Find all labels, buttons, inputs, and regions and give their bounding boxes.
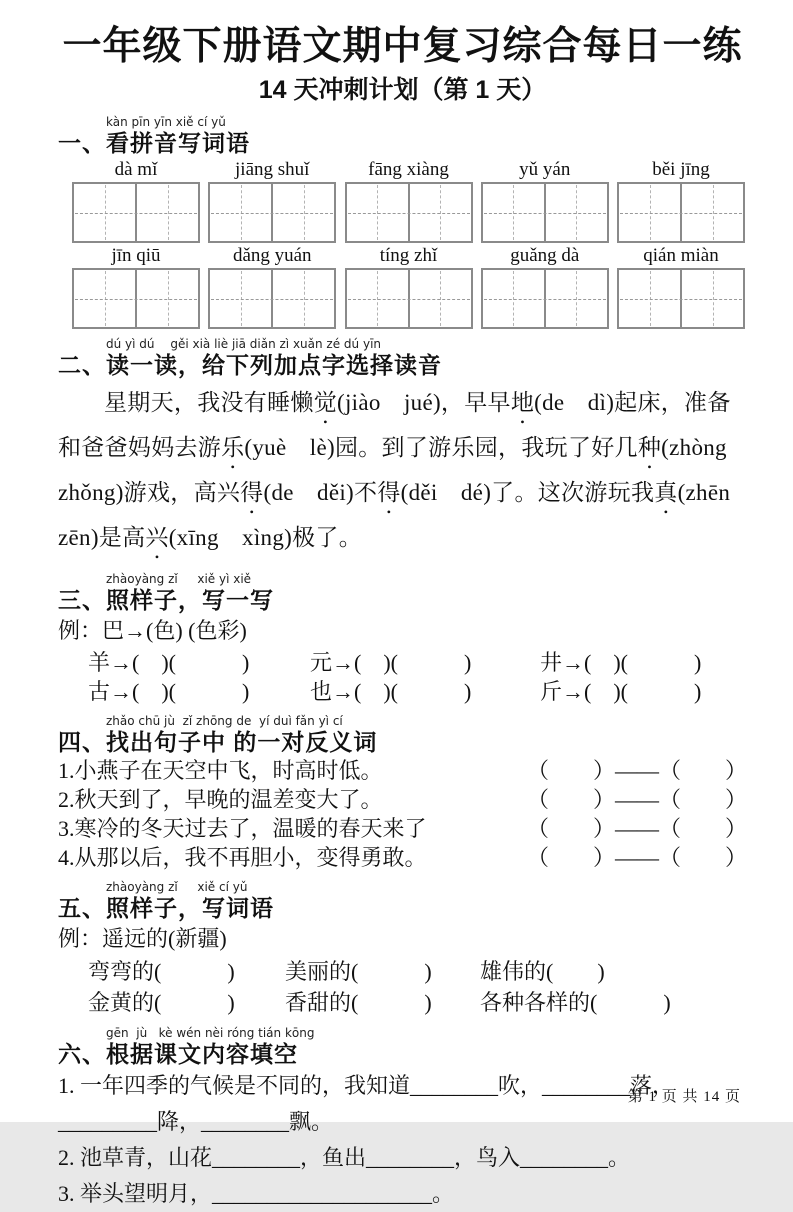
grid-cell [135,184,198,241]
phrase-fill-row [88,956,747,987]
section-4-title: 四、找出句子中 的一对反义词 [58,729,378,755]
phrase-fill-item: 美丽的( ) [285,959,432,984]
word-extension-row [88,648,747,677]
word-extension-item: 古→( )( ) [88,679,250,704]
pinyin-grid-row-1 [72,157,745,243]
grid-cell [680,184,743,241]
page-title: 一年级下册语文期中复习综合每日一练 [62,25,743,68]
grid-cell [74,270,135,327]
writing-grid-unit [208,157,336,243]
pinyin-grid-row-2 [72,243,745,329]
writing-grid-unit [72,157,200,243]
tianzige-grid [617,182,745,243]
sentence: 3.寒冷的冬天过去了，温暖的春天来了 [58,816,427,841]
section-5-title: 五、照样子，写词语 [58,895,274,921]
grid-cell [483,184,544,241]
tianzige-grid [72,182,200,243]
word-extension-item: 元→( )( ) [310,650,472,675]
sentence: 1.小燕子在天空中飞，时高时低。 [58,758,383,783]
pinyin-label: jīn qiū [111,245,161,266]
section-3-example: 例：巴→(色) (色彩) [58,618,247,643]
section-2-title: 二、读一读，给下列加点字选择读音 [58,352,442,378]
tianzige-grid [72,268,200,329]
writing-grid-unit [345,243,473,329]
pinyin-label: yǔ yán [519,159,571,180]
section-3-title: 三、照样子，写一写 [58,587,274,613]
writing-grid-unit [481,157,609,243]
section-4-pinyin: zhǎo chū jù zǐ zhōng de yí duì fǎn yì cí [106,714,343,728]
tianzige-grid [481,182,609,243]
reading-passage: 星期天，我没有睡懒觉(jiào jué)，早早地(de dì)起床，准备和爸爸妈妈去游乐(yuè lè)园。到了游乐园，我玩了好几种(zhòng zhǒng)游戏，高兴得(de děi)不得(děi dé)了。这次游玩我真(zhēn zēn)是高兴(xīng xìng)极了。 [58,390,754,550]
section-1-pinyin: kàn pīn yīn xiě cí yǔ [106,115,226,129]
phrase-fill-row [88,987,747,1018]
section-5 [58,881,747,922]
section-5-pinyin: zhàoyàng zǐ xiě cí yǔ [106,880,248,894]
pinyin-label: fāng xiàng [368,159,449,180]
grid-cell [408,184,471,241]
writing-grid-unit [208,243,336,329]
section-5-example: 例：遥远的(新疆) [58,926,227,951]
page-number: 第 1 页 共 14 页 [627,1089,741,1105]
writing-grid-unit [72,243,200,329]
word-extension-row [88,677,747,706]
grid-cell [271,270,334,327]
grid-cell [271,184,334,241]
page-subtitle: 14 天冲刺计划（第 1 天） [258,76,547,104]
pinyin-label: dǎng yuán [232,245,312,266]
tianzige-grid [208,268,336,329]
answer-blanks: （ ）——（ ） [526,845,747,870]
grid-cell [210,270,271,327]
grid-cell [619,270,680,327]
phrase-fill-item: 金黄的( ) [88,990,235,1015]
grid-cell [210,184,271,241]
grid-cell [347,184,408,241]
pinyin-label: jiāng shuǐ [235,159,310,180]
answer-blanks: （ ）——（ ） [526,787,747,812]
section-4 [58,715,747,756]
phrase-fill-item: 弯弯的( ) [88,959,235,984]
grid-cell [74,184,135,241]
antonym-item [58,843,747,872]
pinyin-label: guǎng dà [510,245,580,266]
word-extension-item: 羊→( )( ) [88,650,250,675]
grid-cell [544,270,607,327]
pinyin-label: tíng zhǐ [379,245,438,266]
writing-grid-unit [617,243,745,329]
tianzige-grid [481,268,609,329]
antonym-item [58,756,747,785]
grid-cell [544,184,607,241]
tianzige-grid [617,268,745,329]
fill-blank-item: 3. 举头望明月，____________________。 [58,1181,455,1206]
phrase-fill-item: 各种各样的( ) [480,990,671,1015]
section-3-pinyin: zhàoyàng zǐ xiě yì xiě [106,572,252,586]
section-2 [58,338,747,379]
section-2-pinyin: dú yì dú gěi xià liè jiā diǎn zì xuǎn zé dú yīn [106,337,382,351]
word-extension-item: 斤→( )( ) [540,679,702,704]
sentence: 2.秋天到了，早晚的温差变大了。 [58,787,383,812]
pinyin-label: běi jīng [652,159,710,180]
tianzige-grid [345,182,473,243]
grid-cell [347,270,408,327]
sentence: 4.从那以后，我不再胆小，变得勇敢。 [58,845,427,870]
section-1 [58,116,747,157]
section-6-title: 六、根据课文内容填空 [58,1041,298,1067]
writing-grid-unit [617,157,745,243]
tianzige-grid [208,182,336,243]
writing-grid-unit [481,243,609,329]
writing-grid-unit [345,157,473,243]
tianzige-grid [345,268,473,329]
grid-cell [408,270,471,327]
grid-cell [135,270,198,327]
section-3 [58,573,747,614]
section-6-pinyin: gēn jù kè wén nèi róng tián kōng [106,1026,315,1040]
antonym-item [58,785,747,814]
pinyin-label: qián miàn [643,245,719,266]
word-extension-item: 也→( )( ) [310,679,472,704]
phrase-fill-item: 雄伟的( ) [480,959,605,984]
word-extension-item: 井→( )( ) [540,650,702,675]
phrase-fill-item: 香甜的( ) [285,990,432,1015]
fill-blank-item: 1. 一年四季的气候是不同的，我知道________吹，________落，_________降，________飘。 [58,1073,675,1134]
answer-blanks: （ ）——（ ） [526,816,747,841]
section-1-title: 一、看拼音写词语 [58,130,250,156]
answer-blanks: （ ）——（ ） [526,758,747,783]
antonym-item [58,814,747,843]
grid-cell [680,270,743,327]
fill-blank-item: 2. 池草青，山花________，鱼出________，鸟入________。 [58,1145,631,1170]
grid-cell [619,184,680,241]
grid-cell [483,270,544,327]
section-6 [58,1027,747,1068]
pinyin-label: dà mǐ [114,159,158,180]
